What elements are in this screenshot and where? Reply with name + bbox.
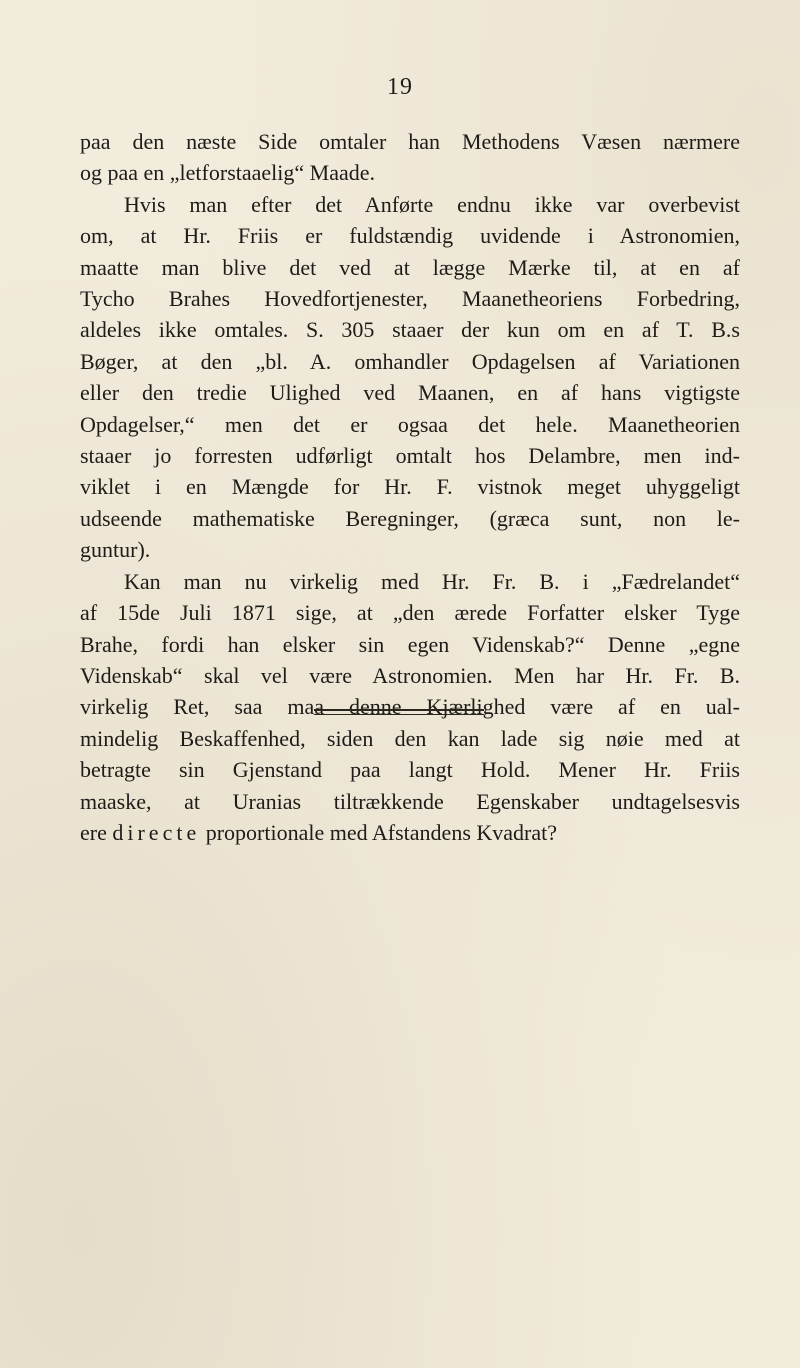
text-line: Bøger, at den „bl. A. omhandler Opdagelsen af Variationen [80,348,740,374]
text-line: guntur). [80,537,151,563]
text-line: aldeles ikke omtales. S. 305 staaer der kun om en af T. B.s [80,317,740,343]
text-line: paa den næste Side omtaler han Methodens Væsen nærmere [80,129,740,154]
end-rule-thin [314,714,484,715]
text-line: Videnskab“ skal vel være Astronomien. Men har Hr. Fr. B. [80,662,740,688]
text-line: staaer jo forresten udførligt omtalt hos Delambre, men ind- [80,443,740,469]
body-text [80,126,740,848]
text-line: og paa en „letforstaaelig“ Maade. [80,160,376,186]
text-line: virkelig Ret, saa maa denne Kjærlighed være af en ual- [80,694,740,720]
final-line-after: proportionale med Afstandens Kvadrat? [200,819,557,845]
text-line: af 15de Juli 1871 sige, at „den ærede Forfatter elsker Tyge [80,600,740,626]
text-line: eller den tredie Ulighed ved Maanen, en af hans vigtigste [80,380,740,406]
text-line: betragte sin Gjenstand paa langt Hold. Mener Hr. Friis [80,757,740,783]
text-line: om, at Hr. Friis er fuldstændig uvidende i Astronomien, [80,223,740,249]
text-line: Opdagelser,“ men det er ogsaa det hele. Maanetheorien [80,411,740,437]
end-rule-thick [314,709,484,711]
final-line-before: ere [80,819,113,845]
text-line: Tycho Brahes Hovedfortjenester, Maanetheoriens Forbedring, [80,286,740,312]
text-line: mindelig Beskaffenhed, siden den kan lade sig nøie med at [80,725,740,751]
text-line: udseende mathematiske Beregninger, (græca sunt, non le- [80,505,740,531]
text-line-final [80,817,740,848]
final-line-spaced-word: directe [112,819,201,845]
text-line: Kan man nu virkelig med Hr. Fr. B. i „Fædrelandet“ [124,568,740,594]
text-line: maatte man blive det ved at lægge Mærke til, at en af [80,254,740,280]
text-line: Brahe, fordi han elsker sin egen Videnskab?“ Denne „egne [80,631,740,657]
text-line: maaske, at Uranias tiltrækkende Egenskaber undtagelsesvis [80,788,740,814]
text-line: viklet i en Mængde for Hr. F. vistnok meget uhyggeligt [80,474,740,500]
text-line: Hvis man efter det Anførte endnu ikke var overbevist [124,191,740,217]
page-number: 19 [387,74,413,100]
